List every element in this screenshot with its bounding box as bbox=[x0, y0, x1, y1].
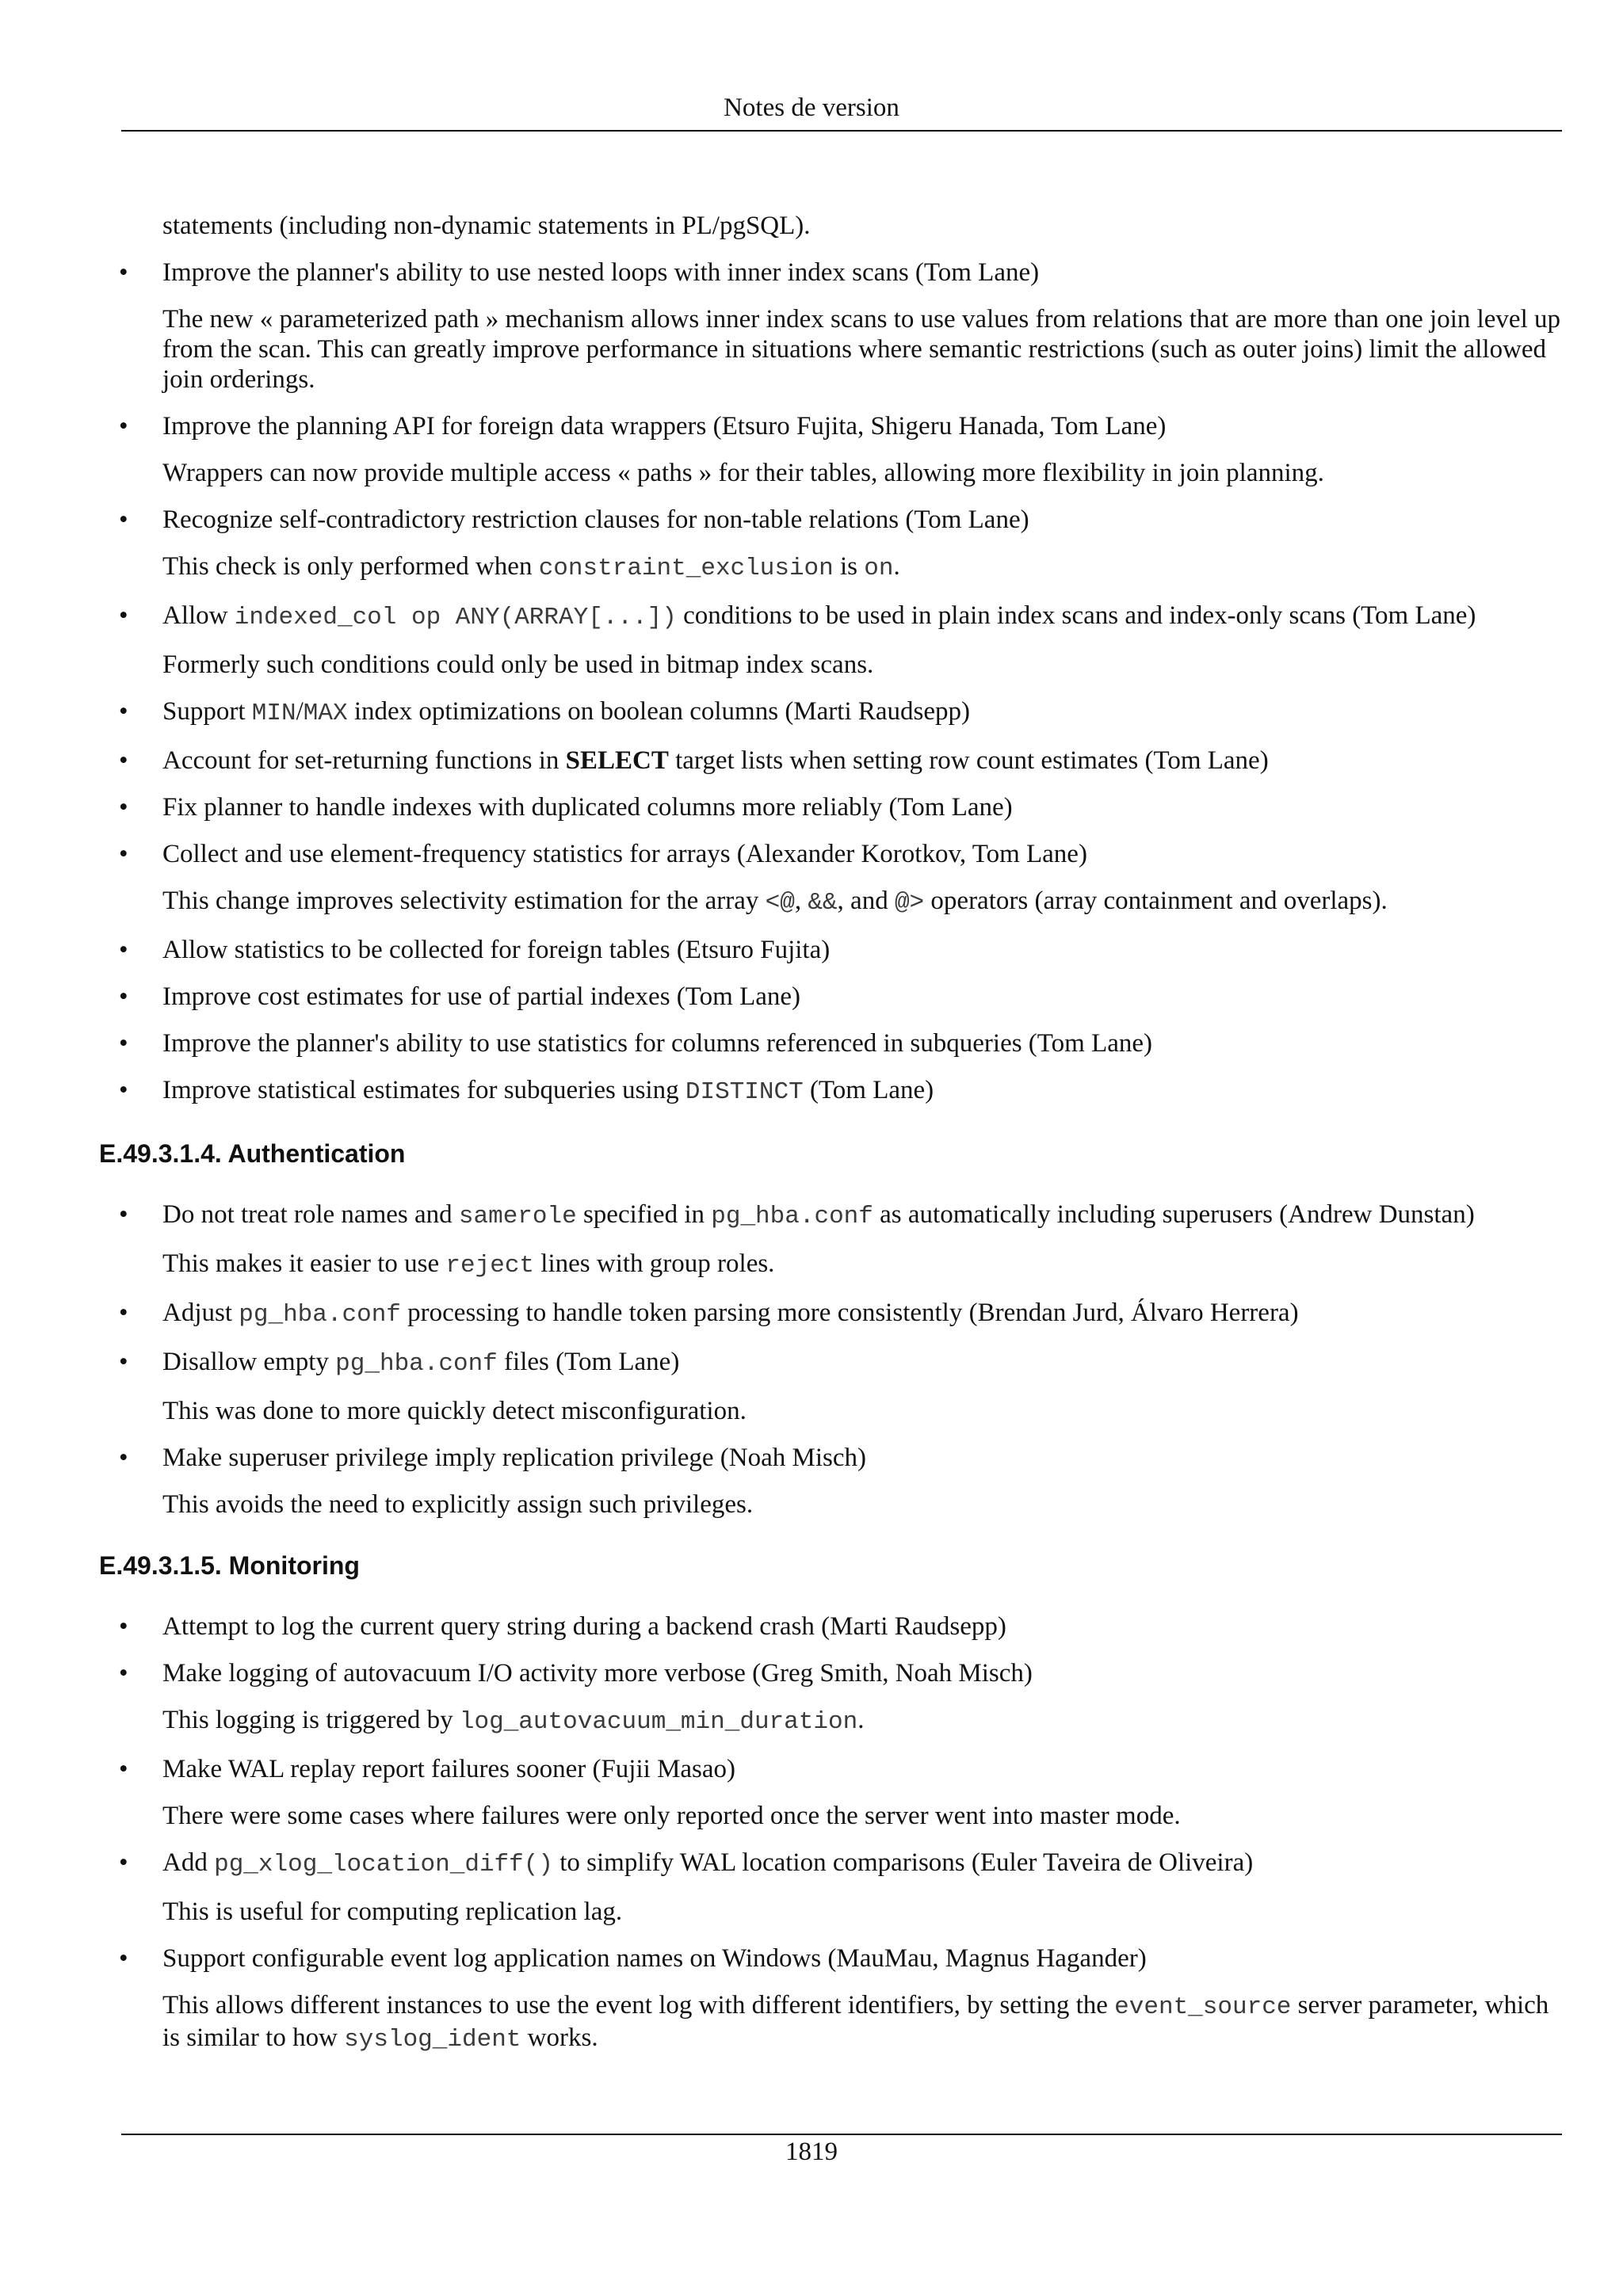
text-run: (Tom Lane) bbox=[803, 1076, 934, 1104]
bullet-item bbox=[0, 1347, 1623, 1379]
text-run: Improve statistical estimates for subqueries using bbox=[162, 1076, 685, 1104]
text-run: Make logging of autovacuum I/O activity more verbose (Greg Smith, Noah Misch) bbox=[162, 1659, 1033, 1688]
description-paragraph bbox=[0, 1396, 1623, 1426]
description-paragraph bbox=[0, 211, 1623, 241]
bullet-item bbox=[0, 696, 1623, 729]
text-run: E.49.3.1.4. Authentication bbox=[99, 1139, 406, 1168]
text-run: Recognize self-contradictory restriction clauses for non-table relations (Tom Lane) bbox=[162, 505, 1029, 534]
text-run: Improve cost estimates for use of partial indexes (Tom Lane) bbox=[162, 982, 801, 1011]
text-run: Allow statistics to be collected for foreign tables (Etsuro Fujita) bbox=[162, 936, 831, 964]
bullet-marker: • bbox=[119, 1444, 128, 1472]
text-run: . bbox=[857, 1706, 865, 1734]
text-run: is bbox=[833, 552, 865, 581]
bullet-item bbox=[0, 746, 1623, 776]
text-run: This logging is triggered by bbox=[162, 1706, 460, 1734]
description-paragraph bbox=[0, 1990, 1623, 2055]
bullet-marker: • bbox=[119, 258, 128, 287]
bullet-marker: • bbox=[119, 1348, 128, 1376]
text-run: E.49.3.1.5. Monitoring bbox=[99, 1551, 360, 1580]
code-literal: syslog_ident bbox=[344, 2026, 521, 2054]
bullet-marker: • bbox=[119, 1299, 128, 1327]
bullet-item bbox=[0, 1443, 1623, 1473]
text-run: lines with group roles. bbox=[534, 1249, 775, 1278]
text-run: Wrappers can now provide multiple access « paths » for their tables, allowing more flexibility in join planning. bbox=[162, 459, 1324, 487]
code-literal: && bbox=[808, 889, 838, 917]
code-literal: log_autovacuum_min_duration bbox=[459, 1708, 858, 1736]
bullet-marker: • bbox=[119, 746, 128, 775]
text-run: target lists when setting row count estimates (Tom Lane) bbox=[668, 746, 1269, 775]
text-run: This check is only performed when bbox=[162, 552, 539, 581]
description-paragraph bbox=[0, 1249, 1623, 1281]
code-literal: samerole bbox=[458, 1203, 577, 1230]
bullet-marker: • bbox=[119, 601, 128, 630]
bullet-item bbox=[0, 1298, 1623, 1330]
bullet-item bbox=[0, 792, 1623, 822]
text-run: Adjust bbox=[162, 1299, 239, 1327]
code-literal: reject bbox=[445, 1252, 535, 1280]
code-literal: @> bbox=[894, 889, 925, 917]
bold-keyword: SELECT bbox=[565, 746, 669, 775]
text-run: This change improves selectivity estimation for the array bbox=[162, 887, 766, 915]
code-literal: pg_hba.conf bbox=[239, 1301, 401, 1329]
text-run: server parameter, which is similar to how bbox=[162, 1991, 1549, 2052]
section-heading bbox=[0, 1138, 1623, 1169]
bullet-marker: • bbox=[119, 982, 128, 1011]
footer-rule bbox=[121, 2134, 1562, 2135]
text-run: conditions to be used in plain index scans and index-only scans (Tom Lane) bbox=[676, 601, 1476, 630]
bullet-item bbox=[0, 505, 1623, 535]
bullet-marker: • bbox=[119, 412, 128, 441]
bullet-item bbox=[0, 1658, 1623, 1688]
header-rule bbox=[121, 130, 1562, 132]
text-run: as automatically including superusers (Andrew Dunstan) bbox=[873, 1200, 1475, 1229]
text-run: Make WAL replay report failures sooner (Fujii Masao) bbox=[162, 1755, 736, 1783]
bullet-item bbox=[0, 1075, 1623, 1108]
page-number: 1819 bbox=[785, 2138, 838, 2166]
bullet-marker: • bbox=[119, 697, 128, 726]
text-run: Make superuser privilege imply replication privilege (Noah Misch) bbox=[162, 1444, 866, 1472]
text-run: index optimizations on boolean columns (Marti Raudsepp) bbox=[347, 697, 971, 726]
description-paragraph bbox=[0, 650, 1623, 680]
bullet-item bbox=[0, 1754, 1623, 1784]
running-header-title: Notes de version bbox=[724, 93, 899, 122]
text-run: This avoids the need to explicitly assign such privileges. bbox=[162, 1490, 754, 1519]
text-run: statements (including non-dynamic statements in PL/pgSQL). bbox=[162, 212, 811, 240]
bullet-marker: • bbox=[119, 505, 128, 534]
code-literal: event_source bbox=[1114, 1993, 1292, 2021]
text-run: Account for set-returning functions in bbox=[162, 746, 566, 775]
description-paragraph bbox=[0, 551, 1623, 584]
bullet-item bbox=[0, 411, 1623, 441]
bullet-item bbox=[0, 1611, 1623, 1642]
code-literal: pg_hba.conf bbox=[711, 1203, 873, 1230]
code-literal: MIN bbox=[251, 700, 296, 727]
bullet-marker: • bbox=[119, 936, 128, 964]
code-literal: MAX bbox=[303, 700, 348, 727]
bullet-item bbox=[0, 1848, 1623, 1880]
text-run: This allows different instances to use the event log with different identifiers, by setting the bbox=[162, 1991, 1115, 2019]
text-run: This was done to more quickly detect misconfiguration. bbox=[162, 1397, 747, 1425]
text-run: Support configurable event log application names on Windows (MauMau, Magnus Hagander) bbox=[162, 1944, 1147, 1973]
text-run: Improve the planning API for foreign data wrappers (Etsuro Fujita, Shigeru Hanada, Tom Lane) bbox=[162, 412, 1167, 441]
bullet-marker: • bbox=[119, 793, 128, 822]
text-run: Fix planner to handle indexes with duplicated columns more reliably (Tom Lane) bbox=[162, 793, 1013, 822]
bullet-item bbox=[0, 601, 1623, 633]
code-literal: on bbox=[864, 555, 894, 582]
text-run: Add bbox=[162, 1848, 215, 1877]
bullet-marker: • bbox=[119, 1659, 128, 1688]
text-run: Improve the planner's ability to use nested loops with inner index scans (Tom Lane) bbox=[162, 258, 1040, 287]
section-heading bbox=[0, 1550, 1623, 1581]
bullet-marker: • bbox=[119, 1200, 128, 1229]
text-run: , bbox=[794, 887, 808, 915]
description-paragraph bbox=[0, 304, 1623, 395]
text-run: This makes it easier to use bbox=[162, 1249, 446, 1278]
bullet-marker: • bbox=[119, 1944, 128, 1973]
description-paragraph bbox=[0, 886, 1623, 918]
bullet-marker: • bbox=[119, 1755, 128, 1783]
bullet-item bbox=[0, 1199, 1623, 1232]
code-literal: constraint_exclusion bbox=[538, 555, 834, 582]
text-run: The new « parameterized path » mechanism allows inner index scans to use values from relations that are more than one join level up from the scan. This can greatly improve performance in situations where semantic restrictions (such as outer joins) limit the allowed join orderings. bbox=[162, 305, 1561, 394]
bullet-marker: • bbox=[119, 1076, 128, 1104]
bullet-item bbox=[0, 982, 1623, 1012]
code-literal: DISTINCT bbox=[685, 1078, 804, 1106]
text-run: There were some cases where failures were only reported once the server went into master mode. bbox=[162, 1802, 1181, 1830]
text-run: Support bbox=[162, 697, 252, 726]
text-run: Formerly such conditions could only be used in bitmap index scans. bbox=[162, 650, 874, 679]
description-paragraph bbox=[0, 1489, 1623, 1520]
code-literal: <@ bbox=[765, 889, 795, 917]
code-literal: pg_hba.conf bbox=[335, 1350, 498, 1378]
text-run: works. bbox=[521, 2023, 598, 2052]
bullet-item bbox=[0, 839, 1623, 869]
text-run: to simplify WAL location comparisons (Euler Taveira de Oliveira) bbox=[552, 1848, 1254, 1877]
bullet-item bbox=[0, 935, 1623, 965]
text-run: Collect and use element-frequency statistics for arrays (Alexander Korotkov, Tom Lane) bbox=[162, 840, 1087, 868]
text-run: specified in bbox=[576, 1200, 712, 1229]
text-run: processing to handle token parsing more consistently (Brendan Jurd, Álvaro Herrera) bbox=[400, 1299, 1299, 1327]
text-run: Attempt to log the current query string during a backend crash (Marti Raudsepp) bbox=[162, 1612, 1006, 1641]
text-run: Disallow empty bbox=[162, 1348, 336, 1376]
text-run: . bbox=[893, 552, 900, 581]
text-run: Allow bbox=[162, 601, 235, 630]
bullet-marker: • bbox=[119, 1848, 128, 1877]
description-paragraph bbox=[0, 1801, 1623, 1831]
text-run: Improve the planner's ability to use statistics for columns referenced in subqueries (Tom Lane) bbox=[162, 1029, 1153, 1058]
text-run: operators (array containment and overlaps). bbox=[924, 887, 1388, 915]
bullet-item bbox=[0, 257, 1623, 288]
text-run: Do not treat role names and bbox=[162, 1200, 459, 1229]
description-paragraph bbox=[0, 458, 1623, 488]
bullet-marker: • bbox=[119, 840, 128, 868]
bullet-item bbox=[0, 1028, 1623, 1058]
description-paragraph bbox=[0, 1705, 1623, 1737]
bullet-marker: • bbox=[119, 1612, 128, 1641]
bullet-item bbox=[0, 1943, 1623, 1974]
text-run: files (Tom Lane) bbox=[497, 1348, 680, 1376]
code-literal: indexed_col op ANY(ARRAY[...]) bbox=[234, 604, 677, 631]
text-run: This is useful for computing replication lag. bbox=[162, 1897, 623, 1926]
page-content bbox=[0, 211, 1623, 2055]
text-run: / bbox=[296, 697, 304, 726]
description-paragraph bbox=[0, 1897, 1623, 1927]
bullet-marker: • bbox=[119, 1029, 128, 1058]
code-literal: pg_xlog_location_diff() bbox=[214, 1851, 553, 1878]
text-run: , and bbox=[837, 887, 895, 915]
